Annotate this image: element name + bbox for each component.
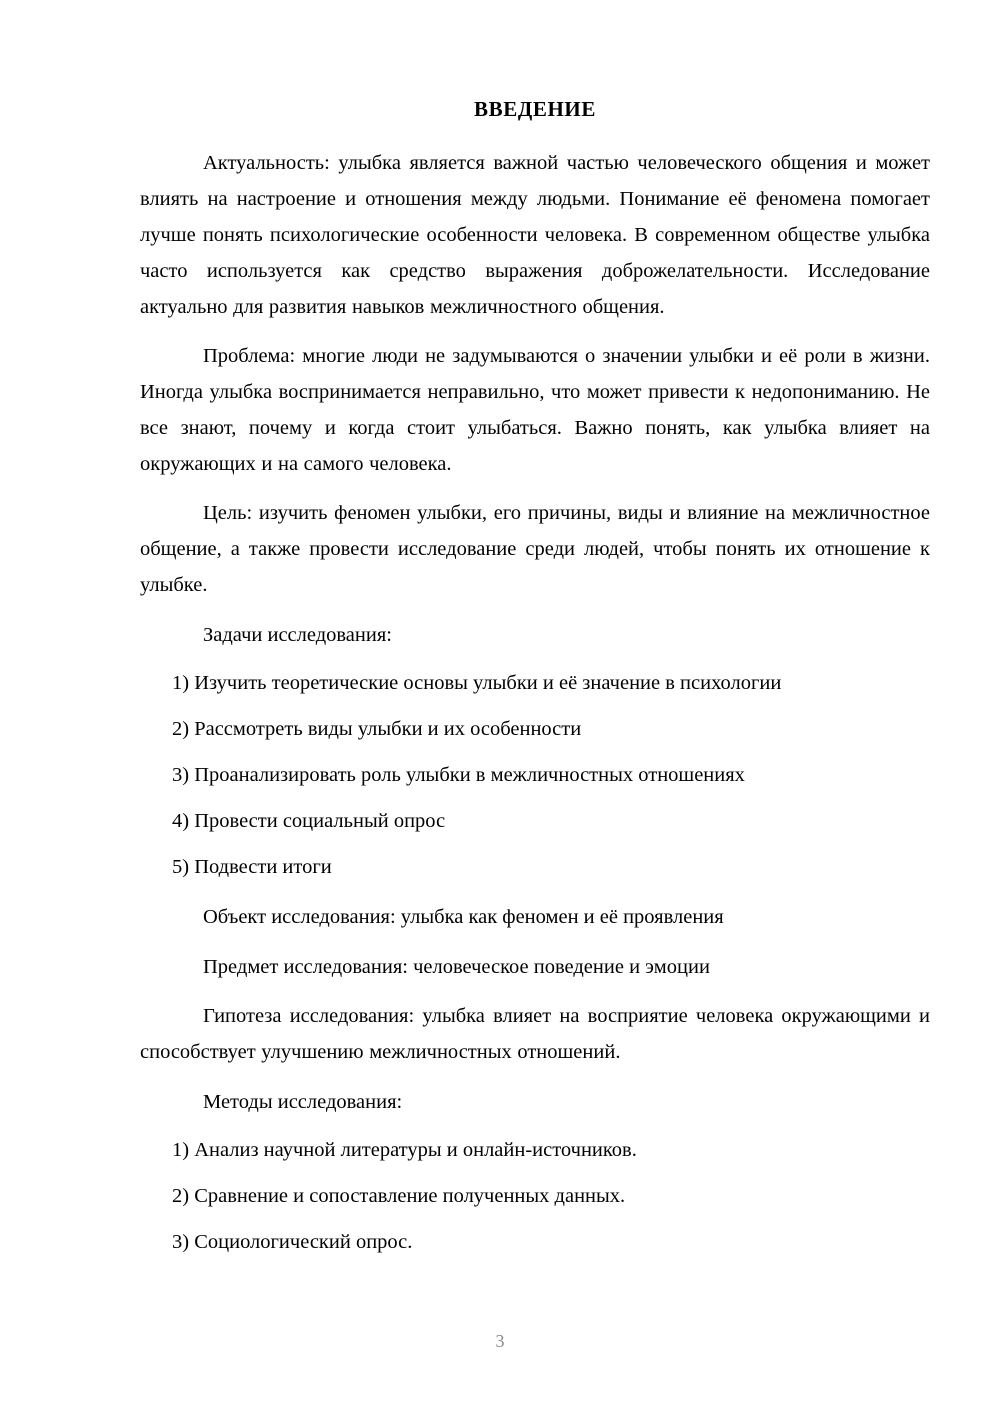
list-item: 3) Социологический опрос.: [172, 1231, 413, 1253]
tasks-heading: Задачи исследования:: [203, 624, 392, 646]
page-number: 3: [495, 1331, 505, 1351]
paragraph-goal: Цель: изучить феномен улыбки, его причины, виды и влияние на межличностное общение, а также провести исследование среди людей, чтобы понять их отношение к улыбке.: [140, 502, 930, 596]
document-body: [140, 0, 930, 1260]
list-item: 2) Сравнение и сопоставление полученных данных.: [172, 1185, 626, 1207]
tasks-list: [140, 653, 930, 885]
paragraph-relevance: Актуальность: улыбка является важной частью человеческого общения и может влиять на настроение и отношения между людьми. Понимание её феномена помогает лучше понять психологические особенности человека. В современном обществе улыбка часто используется как средство выражения доброжелательности. Исследование актуально для развития навыков межличностного общения.: [140, 152, 930, 318]
list-item: 3) Проанализировать роль улыбки в межличностных отношениях: [172, 764, 745, 786]
list-item: 5) Подвести итоги: [172, 856, 332, 878]
list-item: 1) Изучить теоретические основы улыбки и её значение в психологии: [172, 672, 782, 694]
methods-heading: Методы исследования:: [203, 1091, 403, 1113]
paragraph-problem: Проблема: многие люди не задумываются о значении улыбки и её роли в жизни. Иногда улыбка воспринимается неправильно, что может привести к недопониманию. Не все знают, почему и когда стоит улыбаться. Важно понять, как улыбка влияет на окружающих и на самого человека.: [140, 345, 930, 475]
list-item: 4) Провести социальный опрос: [172, 810, 446, 832]
research-subject: Предмет исследования: человеческое поведение и эмоции: [203, 956, 710, 978]
list-item: 1) Анализ научной литературы и онлайн-источников.: [172, 1139, 637, 1161]
list-item: 2) Рассмотреть виды улыбки и их особенности: [172, 718, 582, 740]
paragraph-hypothesis: Гипотеза исследования: улыбка влияет на восприятие человека окружающими и способствует улучшению межличностных отношений.: [140, 1005, 930, 1063]
methods-list: [140, 1120, 930, 1260]
research-object: Объект исследования: улыбка как феномен и её проявления: [203, 906, 724, 928]
page-title: ВВЕДЕНИЕ: [474, 97, 596, 121]
